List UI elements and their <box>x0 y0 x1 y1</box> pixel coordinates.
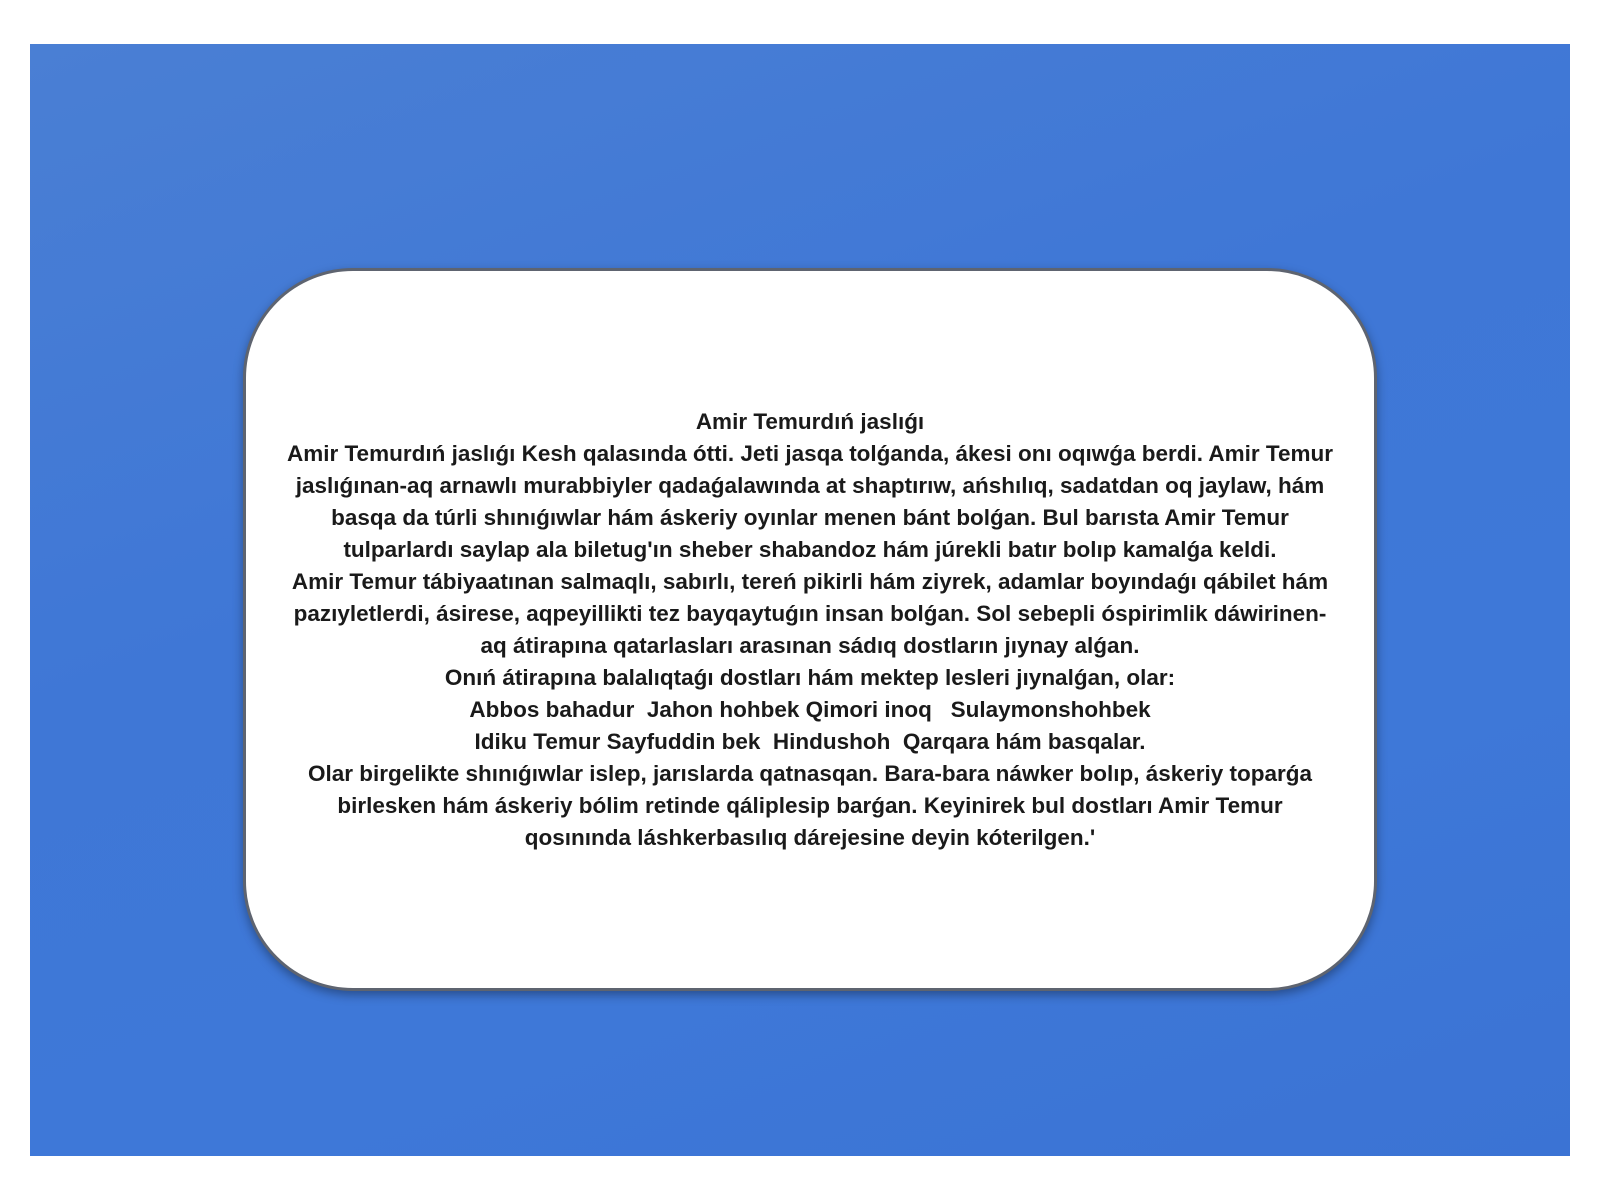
slide-background <box>30 44 1570 1156</box>
names-line-2: Idiku Temur Sayfuddin bek Hindushoh Qarqara hám basqalar. <box>474 728 1146 754</box>
text-card <box>243 268 1377 991</box>
paragraph-3: Onıń átirapına balalıqtaǵı dostları hám mektep lesleri jıynalǵan, olar: <box>444 664 1176 690</box>
names-line-1: Abbos bahadur Jahon hohbek Qimori inoq Sulaymonshohbek <box>469 696 1151 722</box>
card-text <box>285 406 1335 854</box>
paragraph-4: Olar birgelikte shınıǵıwlar islep, jarıslarda qatnasqan. Bara-bara náwker bolıp, áskeriy toparǵa birlesken hám áskeriy bólim retinde qáliplesip barǵan. Keyinirek bul dostları Amir Temur qosınında láshkerbasılıq dárejesine deyin kóterilgen.' <box>307 760 1313 850</box>
card-title: Amir Temurdıń jaslıǵı <box>695 408 925 434</box>
paragraph-1: Amir Temurdıń jaslıǵı Kesh qalasında ótti. Jeti jasqa tolǵanda, ákesi onı oqıwǵa berdi. Amir Temur jaslıǵınan-aq arnawlı murabbiyler qadaǵalawında at shaptırıw, ańshılıq, sadatdan oq jaylaw, hám basqa da túrli shınıǵıwlar hám áskeriy oyınlar menen bánt bolǵan. Bul barısta Amir Temur tulparlardı saylap ala biletug'ın sheber shabandoz hám júrekli batır bolıp kamalǵa keldi. <box>286 440 1334 562</box>
paragraph-2: Amir Temur tábiyaatınan salmaqlı, sabırlı, tereń pikirli hám ziyrek, adamlar boyındaǵı qábilet hám pazıyletlerdi, ásirese, aqpeyillikti tez bayqaytuǵın insan bolǵan. Sol sebepli óspirimlik dáwirinen-aq átirapına qatarlasları arasınan sádıq dostların jıynay alǵan. <box>291 568 1329 658</box>
